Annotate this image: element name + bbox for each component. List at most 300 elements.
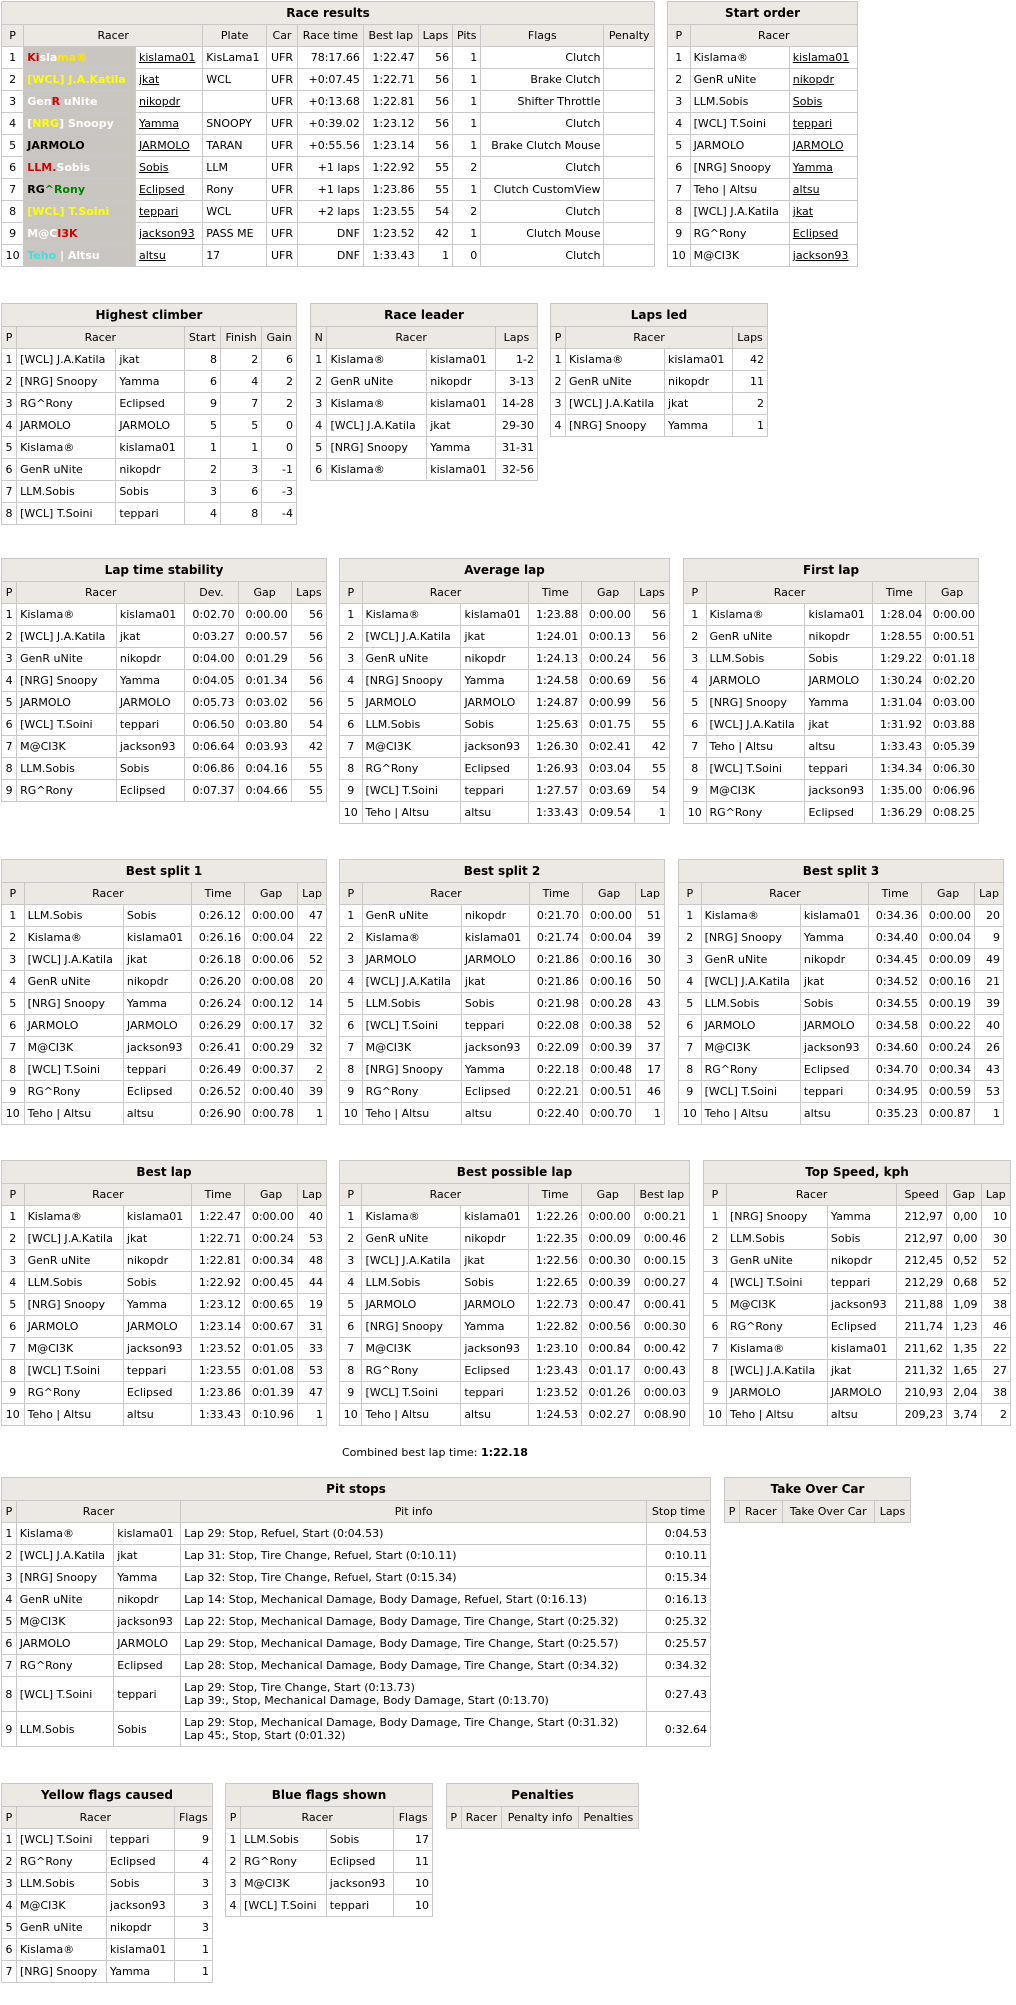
value-cell: 1 [733,415,768,437]
racer-id-link[interactable]: Yamma [135,113,202,135]
racer-id: JARMOLO [800,1015,868,1037]
racer-name: RG^Rony [706,802,805,824]
value-cell: 56 [635,626,670,648]
racer-id[interactable]: JARMOLO [789,135,857,157]
position-cell: 8 [340,758,363,780]
racer-id: nikopdr [800,949,868,971]
column-header: P [2,883,25,905]
racer-id: Eclipsed [461,1360,529,1382]
race-time-cell: +2 laps [297,201,363,223]
racer-name: [WCL] T.Soini [16,1677,113,1712]
column-header: Racer [461,1807,502,1829]
racer-id-link[interactable]: jackson93 [135,223,202,245]
table-row [340,1250,690,1272]
racer-id: Yamma [805,692,873,714]
value-cell: 0,52 [947,1250,981,1272]
racer-name: [NRG] Snoopy [362,1316,461,1338]
table-row [2,1228,327,1250]
racer-name: [NRG] Snoopy [566,415,665,437]
value-cell: 0:00.04 [245,927,298,949]
value-cell: 3 [174,1895,212,1917]
car-cell: UFR [267,135,298,157]
racer-id[interactable]: nikopdr [789,69,857,91]
column-header: P [684,582,707,604]
racer-id: teppari [123,1360,191,1382]
position-cell: 5 [704,1294,727,1316]
table-row [2,69,655,91]
column-header: Finish [221,327,262,349]
value-cell: 0:34.95 [869,1081,922,1103]
value-cell: 0:03.04 [582,758,635,780]
racer-name: M@CI3K [17,736,117,758]
position-cell: 7 [704,1338,727,1360]
table-row [684,758,979,780]
value-cell: 56 [635,670,670,692]
racer-name: [WCL] J.A.Katila [566,393,665,415]
best-lap-cell: 1:22.47 [363,47,418,69]
racer-id-link[interactable]: kislama01 [135,47,202,69]
position-cell: 10 [340,1103,363,1125]
racer-id: jkat [123,949,191,971]
position-cell: 4 [2,1272,25,1294]
car-cell: UFR [267,157,298,179]
position-cell: 1 [311,349,327,371]
racer-id: JARMOLO [461,1294,529,1316]
racer-name: GenR uNite [17,648,117,670]
value-cell: 0:00.04 [922,927,975,949]
position-cell: 5 [684,692,707,714]
value-cell: 1 [174,1961,212,1983]
racer-name: [WCL] J.A.Katila [362,1250,461,1272]
value-cell: 212,29 [897,1272,947,1294]
racer-id[interactable]: altsu [789,179,857,201]
value-cell: 0:00.59 [922,1081,975,1103]
value-cell: 0:03.93 [238,736,291,758]
racer-name-part: [WCL] T.Soini [27,205,110,218]
car-cell: UFR [267,201,298,223]
value-cell: 31 [298,1316,327,1338]
racer-name: LLM.Sobis [24,905,123,927]
racer-name: [NRG] Snoopy [362,1059,461,1081]
table-row [684,648,979,670]
racer-name: [WCL] J.A.Katila [362,971,461,993]
best-lap-cell: 1:22.71 [363,69,418,91]
value-cell: 0:26.12 [192,905,245,927]
position-cell: 5 [2,1611,17,1633]
value-cell: 1:23.43 [529,1360,582,1382]
racer-name: GenR uNite [24,971,123,993]
column-header: Lap [975,883,1004,905]
racer-name [24,157,136,179]
table-row [340,802,670,824]
racer-id[interactable]: Yamma [789,157,857,179]
table-title: Average lap [339,558,670,581]
flags-cell: Clutch [481,47,604,69]
racer-name-part: Ki [27,51,40,64]
table-row [551,349,768,371]
penalty-cell [604,201,655,223]
racer-name: LLM.Sobis [362,993,461,1015]
table-row [2,1895,213,1917]
racer-id-link[interactable]: teppari [135,201,202,223]
position-cell: 6 [340,1015,363,1037]
pit-info-line: Lap 28: Stop, Mechanical Damage, Body Damage, Tire Change, Start (0:34.32) [184,1659,619,1672]
column-header: P [340,582,363,604]
racer-id: teppari [114,1677,181,1712]
table-row [2,1655,711,1677]
position-cell: 10 [704,1404,727,1426]
value-cell: 0:00.34 [245,1250,298,1272]
column-header: P [668,25,691,47]
penalties-table [446,1783,639,1829]
race-time-cell: DNF [297,245,363,267]
pit-info-line: Lap 29: Stop, Mechanical Damage, Body Damage, Tire Change, Start (0:31.32) [184,1716,619,1729]
column-header: Laps [418,25,453,47]
value-cell: 1:28.55 [873,626,926,648]
table-row [2,1851,213,1873]
value-cell: 0:34.36 [869,905,922,927]
value-cell: 0:00.87 [922,1103,975,1125]
laps-cell: 56 [418,91,453,113]
racer-id: jkat [427,415,496,437]
value-cell: 3-13 [495,371,537,393]
value-cell: 1:22.65 [529,1272,582,1294]
column-header: Laps [733,327,768,349]
table-row [2,1103,327,1125]
position-cell: 6 [679,1015,702,1037]
value-cell: 1 [174,1939,212,1961]
position-cell: 9 [340,1081,363,1103]
position-cell: 2 [2,927,25,949]
table-row [311,371,538,393]
column-header: Lap [298,1184,327,1206]
pit-info-cell [181,1567,647,1589]
column-header: Pits [453,25,481,47]
value-cell: 52 [981,1250,1010,1272]
flags-cell: Clutch [481,157,604,179]
racer-id: kislama01 [805,604,873,626]
position-cell: 7 [2,179,24,201]
race-time-cell: 78:17.66 [297,47,363,69]
value-cell: 47 [298,1382,327,1404]
racer-id-link[interactable]: jkat [135,69,202,91]
value-cell: 20 [975,905,1004,927]
value-cell: 1:23.55 [192,1360,245,1382]
combined-best-lap-label: Combined best lap time: [342,1446,478,1459]
table-row [684,780,979,802]
value-cell: 56 [291,692,326,714]
table-row [340,971,665,993]
table-row [2,503,297,525]
penalty-cell [604,91,655,113]
laps-cell: 56 [418,47,453,69]
table-row [679,905,1004,927]
racer-name: Kislama® [701,905,800,927]
position-cell: 8 [2,503,17,525]
table-row [2,113,655,135]
racer-name: RG^Rony [241,1851,327,1873]
value-cell: 1:36.29 [873,802,926,824]
value-cell: 38 [981,1382,1010,1404]
value-cell: 0:34.45 [869,949,922,971]
position-cell: 2 [679,927,702,949]
racer-id: kislama01 [107,1939,175,1961]
racer-id[interactable]: jackson93 [789,245,857,267]
racer-name: LLM.Sobis [362,714,461,736]
pits-cell: 2 [453,201,481,223]
position-cell: 4 [551,415,566,437]
value-cell: -1 [262,459,297,481]
table-title: Laps led [550,303,768,326]
racer-name: [WCL] J.A.Katila [17,349,116,371]
racer-name: [NRG] Snoopy [16,1961,106,1983]
value-cell: 0:02.27 [581,1404,634,1426]
racer-name: [NRG] Snoopy [17,670,117,692]
racer-name: [NRG] Snoopy [24,1294,123,1316]
table-row [684,714,979,736]
value-cell: 0:08.90 [634,1404,689,1426]
penalty-cell [604,47,655,69]
value-cell: 6 [184,371,220,393]
value-cell: 55 [291,780,326,802]
racer-id: Yamma [461,1059,529,1081]
position-cell: 6 [2,1015,25,1037]
header-row [2,327,297,349]
racer-name: [NRG] Snoopy [16,1567,113,1589]
column-header: P [447,1807,462,1829]
position-cell: 2 [551,371,566,393]
racer-name-part: | [56,249,68,262]
table-row [679,1081,1004,1103]
racer-name: JARMOLO [17,692,117,714]
value-cell: 0:00.22 [922,1015,975,1037]
value-cell: 51 [636,905,665,927]
position-cell: 4 [2,415,17,437]
position-cell: 3 [311,393,327,415]
position-cell: 3 [2,1250,25,1272]
racer-name: JARMOLO [726,1382,827,1404]
value-cell: 0:00.37 [245,1059,298,1081]
header-row [2,1184,327,1206]
column-header: Time [873,582,926,604]
table-row [226,1873,433,1895]
laps-cell: 54 [418,201,453,223]
column-header: Racer [690,25,857,47]
position-cell: 6 [311,459,327,481]
racer-id[interactable]: kislama01 [789,47,857,69]
position-cell: 9 [2,780,17,802]
table-title: Best possible lap [339,1160,690,1183]
column-header: Racer [740,1501,782,1523]
value-cell: 3,74 [947,1404,981,1426]
racer-name: [WCL] T.Soini [706,758,805,780]
table-row [340,780,670,802]
racer-name-part: [ [27,117,33,130]
racer-id[interactable]: Sobis [789,91,857,113]
stop-time-cell: 0:04.53 [647,1523,711,1545]
racer-name: Teho | Altsu [726,1404,827,1426]
value-cell: 1 [184,437,220,459]
value-cell: 0:00.00 [922,905,975,927]
racer-id-link[interactable]: Eclipsed [135,179,202,201]
value-cell: 1:22.56 [529,1250,582,1272]
racer-id: Yamma [800,927,868,949]
value-cell: 27 [981,1360,1010,1382]
racer-id: kislama01 [114,1523,181,1545]
value-cell: 0:22.21 [530,1081,583,1103]
column-header: Flags [394,1807,433,1829]
pit-info-cell [181,1655,647,1677]
value-cell: 0:34.40 [869,927,922,949]
column-header: Gap [245,1184,298,1206]
racer-id-link[interactable]: altsu [135,245,202,267]
racer-name: JARMOLO [16,1633,113,1655]
value-cell: 0:00.09 [922,949,975,971]
value-cell: 1 [298,1103,327,1125]
stop-time-cell: 0:27.43 [647,1677,711,1712]
value-cell: 0:34.52 [869,971,922,993]
table-row [2,626,327,648]
racer-name-part: Sobis [56,161,91,174]
value-cell: 0:05.39 [926,736,979,758]
racer-name: Kislama® [362,1206,461,1228]
value-cell: 0:04.66 [238,780,291,802]
flags-cell: Shifter Throttle [481,91,604,113]
table-row [668,47,858,69]
best-lap-cell: 1:23.86 [363,179,418,201]
value-cell: 1:33.43 [192,1404,245,1426]
table-row [340,1228,690,1250]
value-cell: 0:34.60 [869,1037,922,1059]
value-cell: 14-28 [495,393,537,415]
flags-cell: Clutch [481,113,604,135]
value-cell: 1,35 [947,1338,981,1360]
position-cell: 1 [2,1829,17,1851]
value-cell: 0:26.49 [192,1059,245,1081]
value-cell: 0:00.00 [245,905,298,927]
column-header: P [725,1501,740,1523]
position-cell: 1 [340,1206,362,1228]
racer-id: jkat [114,1545,181,1567]
racer-id[interactable]: teppari [789,113,857,135]
table-row [311,393,538,415]
value-cell: 0:01.34 [238,670,291,692]
racer-name: Kislama® [362,927,461,949]
position-cell: 5 [340,692,363,714]
value-cell: 0:00.00 [581,1206,634,1228]
stop-time-cell: 0:25.32 [647,1611,711,1633]
penalty-cell [604,223,655,245]
table-row [2,1015,327,1037]
racer-id: Yamma [427,437,496,459]
racer-id-link[interactable]: JARMOLO [135,135,202,157]
position-cell: 9 [2,1081,25,1103]
position-cell: 1 [2,47,24,69]
header-row [447,1807,639,1829]
racer-name-part: ma [57,51,77,64]
table-row [226,1851,433,1873]
column-header: Laps [495,327,537,349]
flags-cell: Clutch [481,201,604,223]
value-cell: 0:00.24 [245,1228,298,1250]
value-cell: 1:24.01 [529,626,582,648]
value-cell: 1:27.57 [529,780,582,802]
value-cell: 0:01.18 [926,648,979,670]
table-row [704,1316,1011,1338]
racer-name: LLM.Sobis [16,1712,113,1747]
position-cell: 1 [340,905,363,927]
racer-id-link[interactable]: Sobis [135,157,202,179]
header-row [226,1807,433,1829]
column-header: Racer [706,582,873,604]
racer-id[interactable]: Eclipsed [789,223,857,245]
racer-name: Teho | Altsu [701,1103,800,1125]
racer-id: altsu [461,1103,529,1125]
racer-name-part: RG [27,183,45,196]
racer-id-link[interactable]: nikopdr [135,91,202,113]
position-cell: 4 [668,113,691,135]
table-row [668,201,858,223]
value-cell: 40 [298,1206,327,1228]
laps-cell: 42 [418,223,453,245]
table-row [668,135,858,157]
column-header: Racer [362,1184,529,1206]
racer-name-part: Altsu [67,249,100,262]
laps-cell: 1 [418,245,453,267]
position-cell: 8 [684,758,707,780]
value-cell: 0:06.50 [185,714,238,736]
position-cell: 3 [2,949,25,971]
racer-name: LLM.Sobis [362,1272,461,1294]
racer-name: Kislama® [726,1338,827,1360]
racer-name: GenR uNite [17,459,116,481]
racer-id: Sobis [116,481,184,503]
position-cell: 8 [340,1360,362,1382]
racer-name: M@CI3K [706,780,805,802]
column-header: Gap [922,883,975,905]
value-cell: 53 [298,1360,327,1382]
table-row [2,1037,327,1059]
value-cell: 1:22.71 [192,1228,245,1250]
racer-id: altsu [123,1103,191,1125]
value-cell: 1 [298,1404,327,1426]
racer-name: [WCL] J.A.Katila [17,626,117,648]
car-cell: UFR [267,69,298,91]
value-cell: 0:08.25 [926,802,979,824]
column-header: Time [529,1184,582,1206]
position-cell: 9 [704,1382,727,1404]
position-cell: 4 [340,670,363,692]
table-row [2,349,297,371]
header-row [679,883,1004,905]
position-cell: 6 [2,1939,17,1961]
value-cell: 54 [635,780,670,802]
table-row [2,1611,711,1633]
racer-id[interactable]: jkat [789,201,857,223]
value-cell: 0:22.40 [530,1103,583,1125]
column-header: P [2,1501,17,1523]
value-cell: 0:00.00 [245,1206,298,1228]
value-cell: 52 [981,1272,1010,1294]
pits-cell: 1 [453,223,481,245]
column-header: Pit info [181,1501,647,1523]
racer-id: jkat [827,1360,896,1382]
column-header: Racer [16,1501,180,1523]
table-row [226,1829,433,1851]
pit-info-line: Lap 22: Stop, Mechanical Damage, Body Damage, Tire Change, Start (0:25.32) [184,1615,619,1628]
racer-name: RG^Rony [690,223,789,245]
value-cell: 212,97 [897,1206,947,1228]
